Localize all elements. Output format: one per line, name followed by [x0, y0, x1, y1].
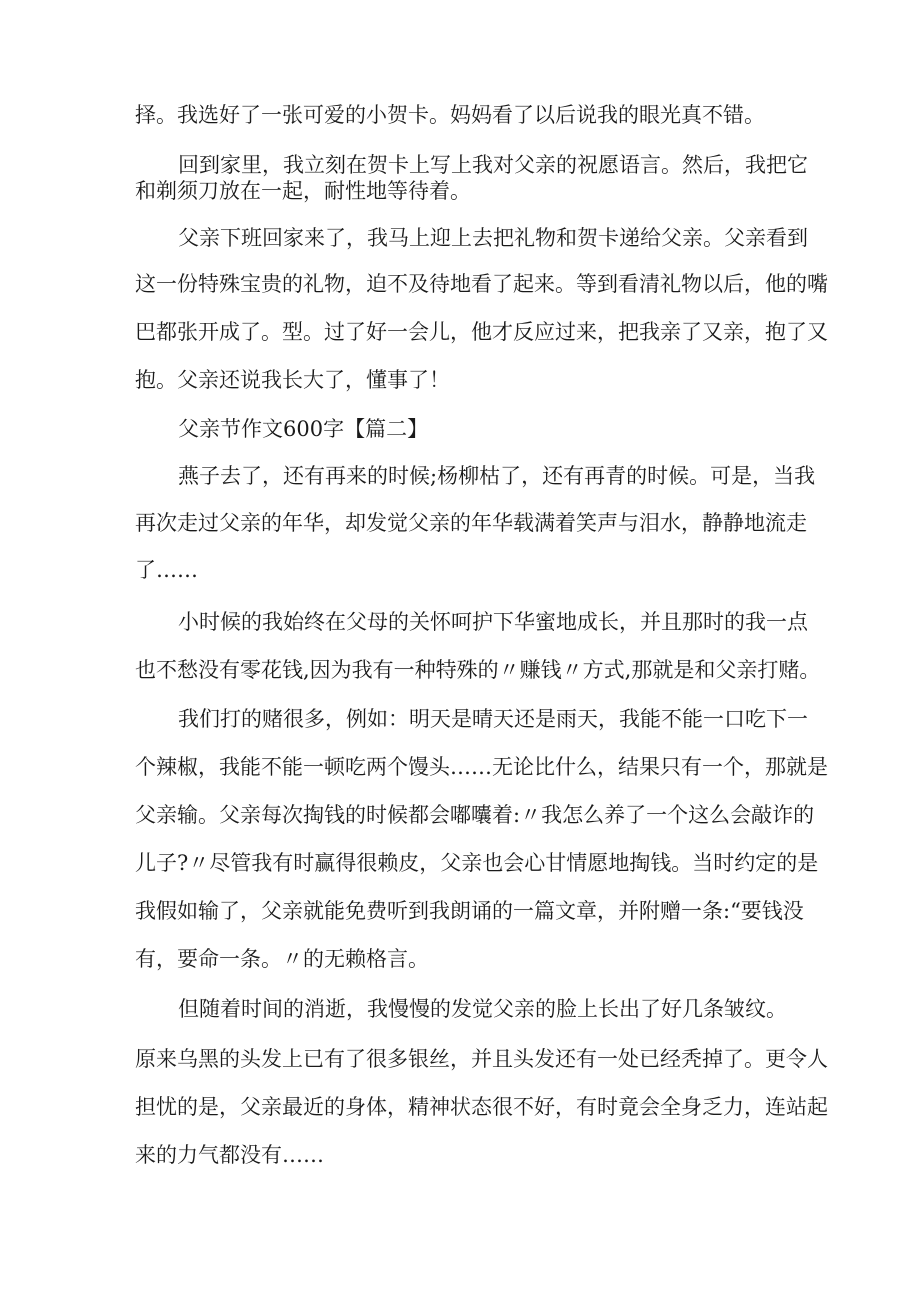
text-line: 巴都张开成了。型。过了好一会儿，他才反应过来，把我亲了又亲，抱了又	[135, 320, 828, 344]
text-line: 也不愁没有零花钱,因为我有一种特殊的〃赚钱〃方式,那就是和父亲打赌。	[135, 658, 821, 682]
paragraph-line: 燕子去了，还有再来的时候;杨柳枯了，还有再青的时候。可是，当我	[178, 464, 816, 488]
text-line: 父亲输。父亲每次掏钱的时候都会嘟囔着:〃我怎么养了一个这么会敲诈的	[135, 803, 815, 827]
text-line: 再次走过父亲的年华，却发觉父亲的年华载满着笑声与泪水，静静地流走	[135, 511, 807, 535]
paragraph-line: 但随着时间的消逝，我慢慢的发觉父亲的脸上长出了好几条皱纹。	[178, 997, 787, 1021]
paragraph-line: 我们打的赌很多，例如：明天是晴天还是雨天，我能不能一口吃下一	[178, 707, 808, 731]
paragraph-line: 父亲下班回家来了，我马上迎上去把礼物和贺卡递给父亲。父亲看到	[178, 226, 808, 250]
text-line: 个辣椒，我能不能一顿吃两个馒头……无论比什么，结果只有一个，那就是	[135, 755, 828, 779]
text-line: 有，要命一条。〃的无赖格言。	[135, 947, 429, 971]
paragraph-line: 小时候的我始终在父母的关怀呵护下华蜜地成长，并且那时的我一点	[178, 610, 808, 634]
text-line: 担忧的是，父亲最近的身体，精神状态很不好，有时竟会全身乏力，连站起	[135, 1095, 828, 1119]
section-heading: 父亲节作文600字【篇二】	[178, 417, 429, 441]
text-line: 了……	[135, 558, 198, 582]
text-line: 原来乌黑的头发上已有了很多银丝，并且头发还有一处已经秃掉了。更令人	[135, 1047, 828, 1071]
text-line: 来的力气都没有……	[135, 1143, 324, 1167]
text-line: 我假如输了，父亲就能免费听到我朗诵的一篇文章，并附赠一条:“要钱没	[135, 899, 804, 923]
text-line: 儿子?〃尽管我有时赢得很赖皮，父亲也会心甘情愿地掏钱。当时约定的是	[135, 851, 819, 875]
paragraph-line: 回到家里，我立刻在贺卡上写上我对父亲的祝愿语言。然后，我把它	[178, 153, 808, 177]
text-line: 择。我选好了一张可爱的小贺卡。妈妈看了以后说我的眼光真不错。	[135, 103, 765, 127]
text-line: 抱。父亲还说我长大了，懂事了！	[135, 368, 450, 392]
text-line: 和剃须刀放在一起，耐性地等待着。	[135, 179, 471, 203]
text-line: 这一份特殊宝贵的礼物，迫不及待地看了起来。等到看清礼物以后，他的嘴	[135, 272, 828, 296]
